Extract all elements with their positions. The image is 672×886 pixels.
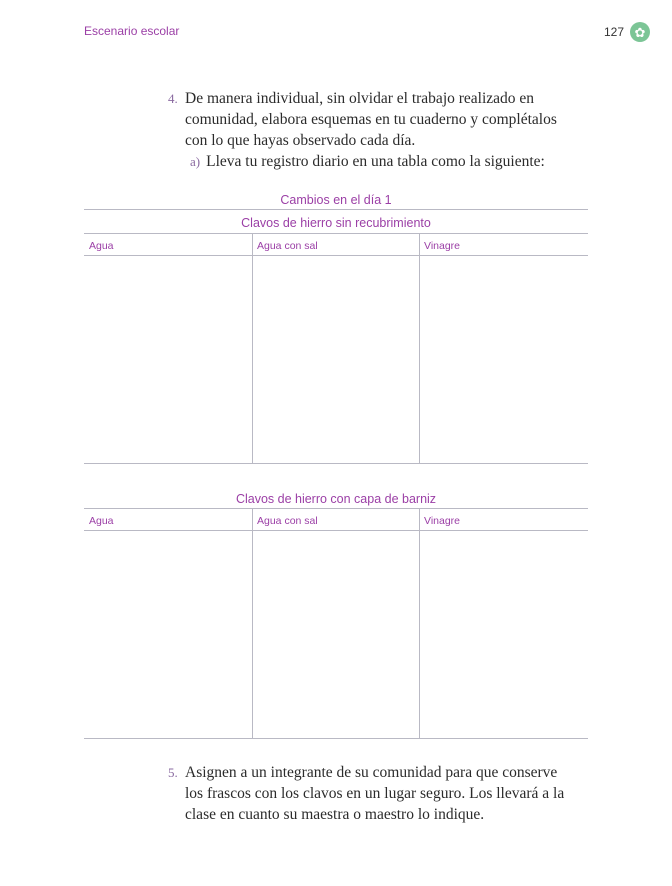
column-divider (419, 508, 420, 738)
section-title: Escenario escolar (84, 24, 180, 38)
sub-item-letter: a) (190, 154, 201, 169)
column-divider (252, 508, 253, 738)
table-rule (84, 738, 588, 739)
page-header-right (604, 22, 650, 42)
item-number: 4. (168, 91, 178, 106)
column-header-vinagre: Vinagre (424, 515, 461, 527)
column-header-vinagre: Vinagre (424, 240, 461, 252)
table-rule (84, 255, 588, 256)
column-header-agua: Agua (89, 515, 114, 527)
column-divider (419, 233, 420, 463)
table-rule (84, 209, 588, 210)
column-header-agua: Agua (89, 240, 114, 252)
table-rule (84, 530, 588, 531)
column-header-agua-con-sal: Agua con sal (257, 240, 318, 252)
page-number: 127 (603, 25, 624, 39)
group-title-uncoated: Clavos de hierro sin recubrimiento (241, 216, 431, 230)
table-rule (84, 508, 588, 509)
sub-item-a (190, 151, 565, 172)
sub-item-text: Lleva tu registro diario en una tabla como la siguiente: (206, 153, 545, 170)
table-rule (84, 463, 588, 464)
item-text: Asignen a un integrante de su comunidad para que conserve los frascos con los clavos en un lugar seguro. Los llevará a la clase en cuanto su maestra o maestro lo indique. (185, 764, 565, 823)
column-header-agua-con-sal: Agua con sal (257, 515, 318, 527)
column-divider (252, 233, 253, 463)
flower-icon: ✿ (630, 22, 650, 42)
item-text: De manera individual, sin olvidar el trabajo realizado en comunidad, elabora esquemas en tu cuaderno y complétalos con lo que hayas observado cada día. (185, 90, 557, 149)
table-rule (84, 233, 588, 234)
table-title: Cambios en el día 1 (280, 193, 392, 207)
item-number: 5. (168, 765, 178, 780)
group-title-varnished: Clavos de hierro con capa de barniz (235, 492, 437, 506)
instruction-item-4 (168, 88, 565, 172)
instruction-item-5 (168, 762, 565, 825)
